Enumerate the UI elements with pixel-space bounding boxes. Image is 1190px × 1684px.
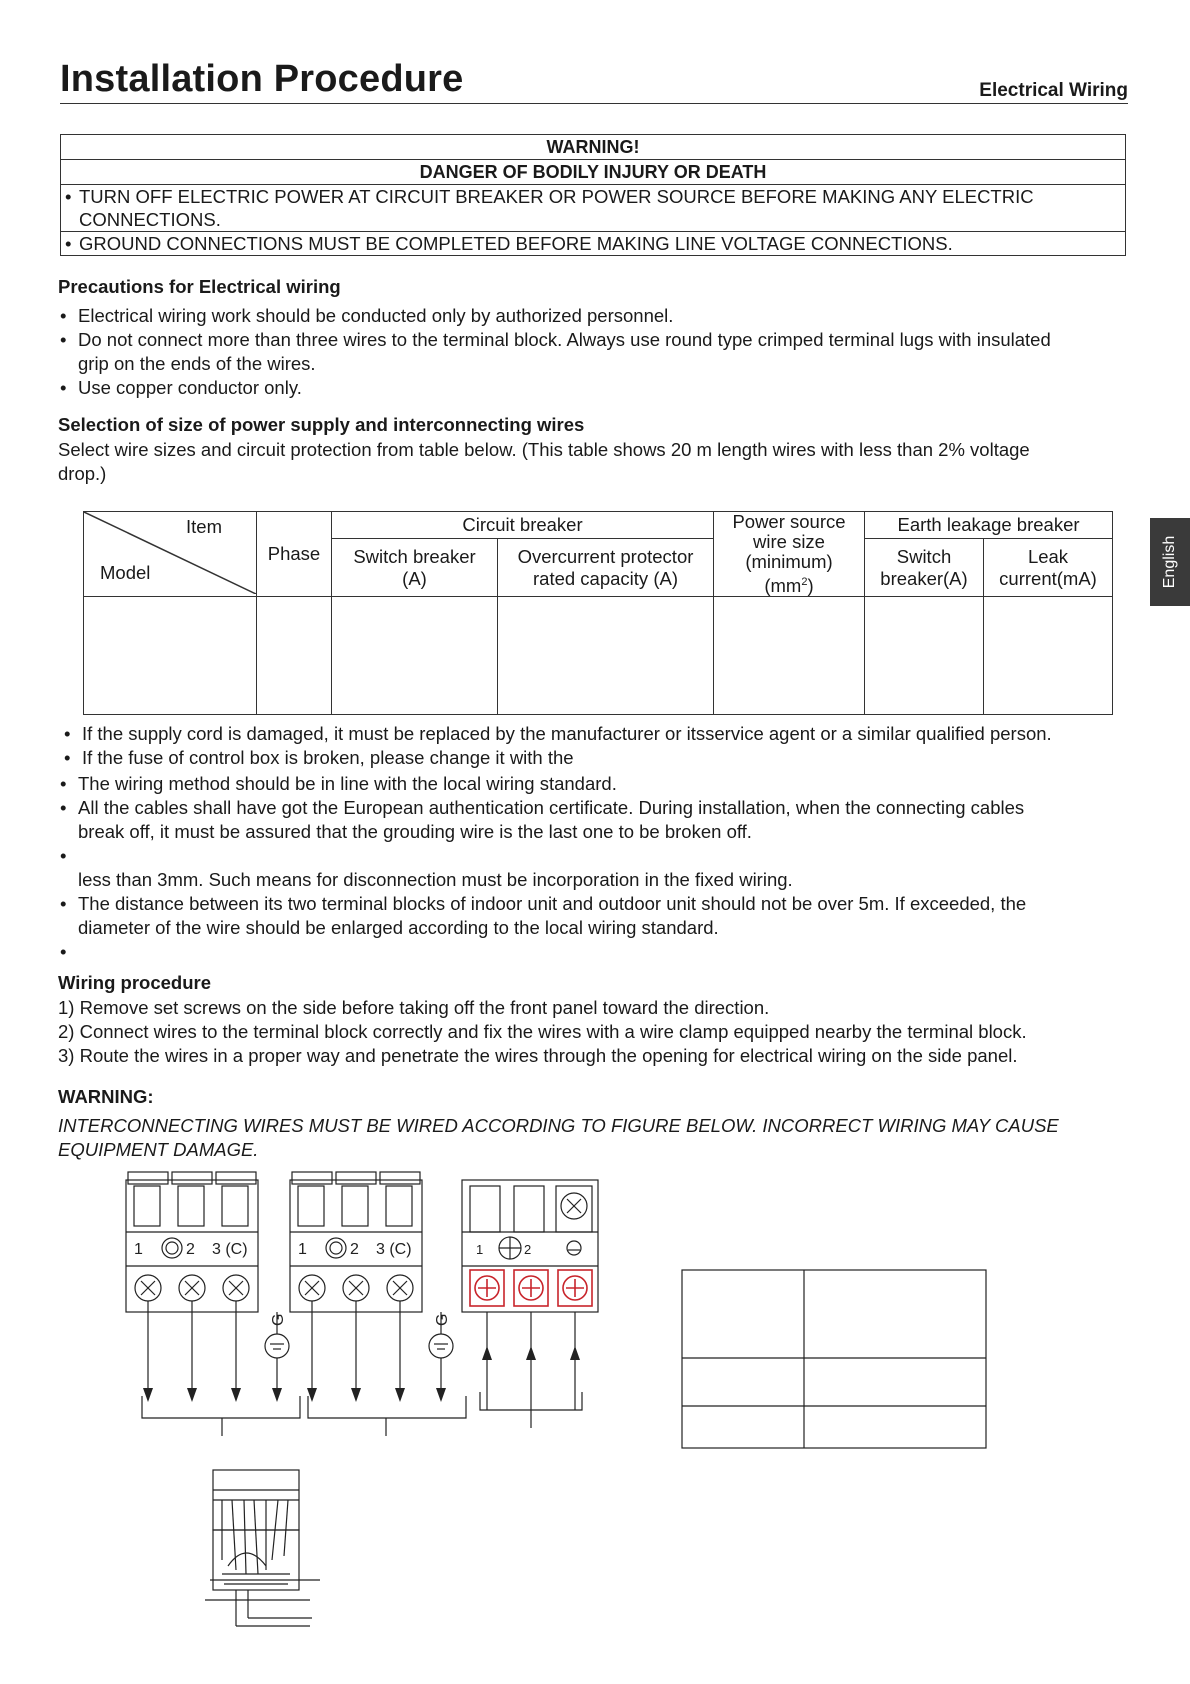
- tb2-label-2: 2: [350, 1241, 359, 1258]
- list-item: • All the cables shall have got the European authentication certificate. During installation, when the connecting cables: [60, 797, 1025, 818]
- warning2-heading: WARNING:: [58, 1086, 154, 1107]
- language-tab-label: English: [1161, 535, 1178, 589]
- power-source-header: Power source wire size (minimum) $(mm^2)$: [714, 512, 865, 597]
- list-item: •: [60, 845, 67, 866]
- wiring-heading: Wiring procedure: [58, 972, 211, 993]
- bullet-icon: •: [65, 233, 72, 254]
- list-item: • If the supply cord is damaged, it must be replaced by the manufacturer or itsservice agent or a similar qualified person.: [64, 723, 1052, 744]
- model-table: [682, 1270, 986, 1448]
- precautions-heading: Precautions for Electrical wiring: [58, 276, 341, 297]
- leak-header: Leak current(mA): [984, 539, 1113, 597]
- bullet-icon: •: [65, 186, 72, 207]
- tb3-label-2: 2: [524, 1242, 532, 1257]
- tb3-label-1: 1: [476, 1242, 484, 1257]
- warning-subheading: DANGER OF BODILY INJURY OR DEATH: [61, 160, 1125, 185]
- terminal-labels: [134, 1241, 531, 1326]
- unit-sketch: [205, 1470, 320, 1626]
- phase-header: Phase: [257, 512, 332, 597]
- ground-label-1: G: [270, 1313, 287, 1326]
- wiring-step: 3) Route the wires in a proper way and penetrate the wires through the opening for electrical wiring on the side panel.: [58, 1045, 1018, 1066]
- list-item-continued: break off, it must be assured that the grouding wire is the last one to be broken off.: [78, 821, 752, 842]
- ground-label-2: G: [434, 1313, 451, 1326]
- list-item: • Electrical wiring work should be conducted only by authorized personnel.: [60, 305, 674, 326]
- arrowheads: [143, 1346, 580, 1402]
- list-item: •: [60, 941, 67, 962]
- list-item: • The distance between its two terminal blocks of indoor unit and outdoor unit should not be over 5m. If exceeded, the: [60, 893, 1027, 914]
- warning-bullet: • TURN OFF ELECTRIC POWER AT CIRCUIT BREAKER OR POWER SOURCE BEFORE MAKING ANY ELECTRIC CONNECTIONS.: [61, 185, 1125, 232]
- selection-heading: Selection of size of power supply and interconnecting wires: [58, 414, 585, 435]
- tb1-label-3: 3 (C): [212, 1241, 248, 1258]
- tb2-label-1: 1: [298, 1241, 307, 1258]
- circuit-breaker-header: Circuit breaker: [332, 512, 714, 539]
- list-item: • Use copper conductor only.: [60, 377, 302, 398]
- switch-header: Switch breaker(A): [865, 539, 984, 597]
- list-item: • If the fuse of control box is broken, please change it with the: [64, 747, 574, 768]
- wiring-step: 1) Remove set screws on the side before taking off the front panel toward the direction.: [58, 997, 770, 1018]
- page-title: Installation Procedure: [60, 58, 464, 100]
- list-item-continued: less than 3mm. Such means for disconnection must be incorporation in the fixed wiring.: [78, 869, 793, 890]
- wiring-step: 2) Connect wires to the terminal block correctly and fix the wires with a wire clamp equipped nearby the terminal block.: [58, 1021, 1027, 1042]
- tb1-label-1: 1: [134, 1241, 143, 1258]
- tb2-label-3: 3 (C): [376, 1241, 412, 1258]
- model-label: Model: [100, 562, 151, 583]
- switch-breaker-header: Switch breaker (A): [332, 539, 498, 597]
- list-item: • The wiring method should be in line with the local wiring standard.: [60, 773, 617, 794]
- list-item-continued: grip on the ends of the wires.: [78, 353, 316, 374]
- item-label: Item: [186, 516, 222, 537]
- selection-text: Select wire sizes and circuit protection from table below. (This table shows 20 m length wires with less than 2% voltage drop.): [58, 439, 1030, 484]
- list-item-continued: diameter of the wire should be enlarged according to the local wiring standard.: [78, 917, 719, 938]
- warning-heading: WARNING!: [61, 135, 1125, 160]
- wire-arrows-1: [148, 1301, 441, 1398]
- tb1-label-2: 2: [186, 1241, 195, 1258]
- warning-bullet: • GROUND CONNECTIONS MUST BE COMPLETED BEFORE MAKING LINE VOLTAGE CONNECTIONS.: [65, 233, 953, 254]
- warning2-text: INTERCONNECTING WIRES MUST BE WIRED ACCORDING TO FIGURE BELOW. INCORRECT WIRING MAY CAUSE EQUIPMENT DAMAGE.: [58, 1115, 1059, 1160]
- section-title: Electrical Wiring: [979, 80, 1128, 101]
- earth-leakage-header: Earth leakage breaker: [865, 512, 1113, 539]
- overcurrent-header: Overcurrent protector rated capacity (A): [498, 539, 714, 597]
- list-item: • Do not connect more than three wires to the terminal block. Always use round type crimped terminal lugs with insulated: [60, 329, 1051, 350]
